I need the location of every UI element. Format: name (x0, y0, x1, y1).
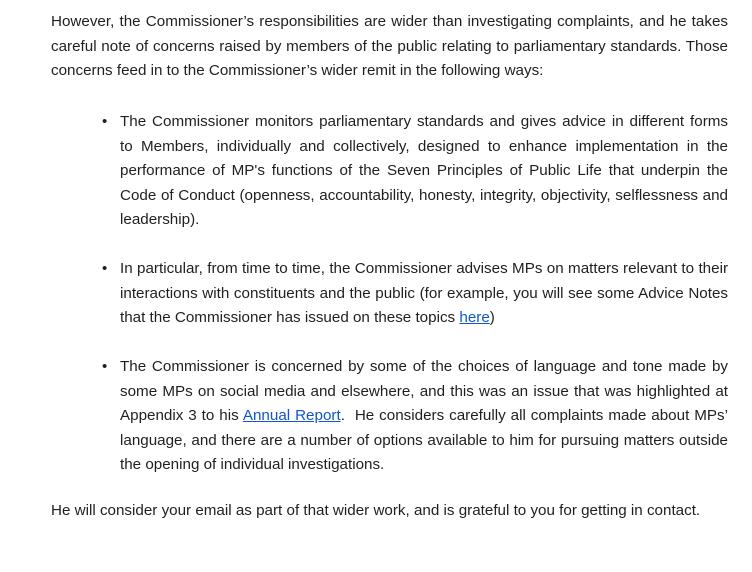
bullet-icon: • (102, 358, 108, 375)
list-item-text-end: . He considers carefully all complaints made about MPs’ language, and there are a number of options available to him for pursuing matters outside the opening of individual investigations. (120, 407, 733, 473)
list-item (0, 110, 752, 233)
closing-paragraph: He will consider your email as part of that wider work, and is grateful to you for getting in contact. (51, 502, 701, 519)
advice-notes-link[interactable]: here (459, 309, 490, 326)
annual-report-link[interactable]: Annual Report (242, 407, 341, 424)
list-item-text: The Commissioner monitors parliamentary standards and gives advice in different forms to Members, individually and collectively, designed to enhance implementation in the performance of MP's functions of the Seven Principles of Public Life that underpin the Code of Conduct (openness, accountability, honesty, integrity, objectivity, selflessness and leadership). (120, 113, 728, 228)
list-item (0, 257, 752, 331)
list-item (0, 355, 752, 478)
list-item-text-end: ) (489, 309, 495, 326)
intro-paragraph: However, the Commissioner’s responsibilities are wider than investigating complaints, and he takes careful note of concerns raised by members of the public relating to parliamentary standards. Those concerns feed in to the Commissioner’s wider remit in the following ways: (51, 13, 728, 79)
list-item-text: The Commissioner is concerned by some of the choices of language and tone made by some MPs on social media and elsewhere, and this was an issue that was highlighted at Appendix 3 to his (120, 358, 728, 424)
remit-list (0, 110, 752, 502)
list-item-text: In particular, from time to time, the Commissioner advises MPs on matters relevant to their interactions with constituents and the public (for example, you will see some Advice Notes that the Commissioner has issued on these topics (120, 260, 728, 326)
bullet-icon: • (102, 113, 108, 130)
bullet-icon: • (102, 260, 108, 277)
